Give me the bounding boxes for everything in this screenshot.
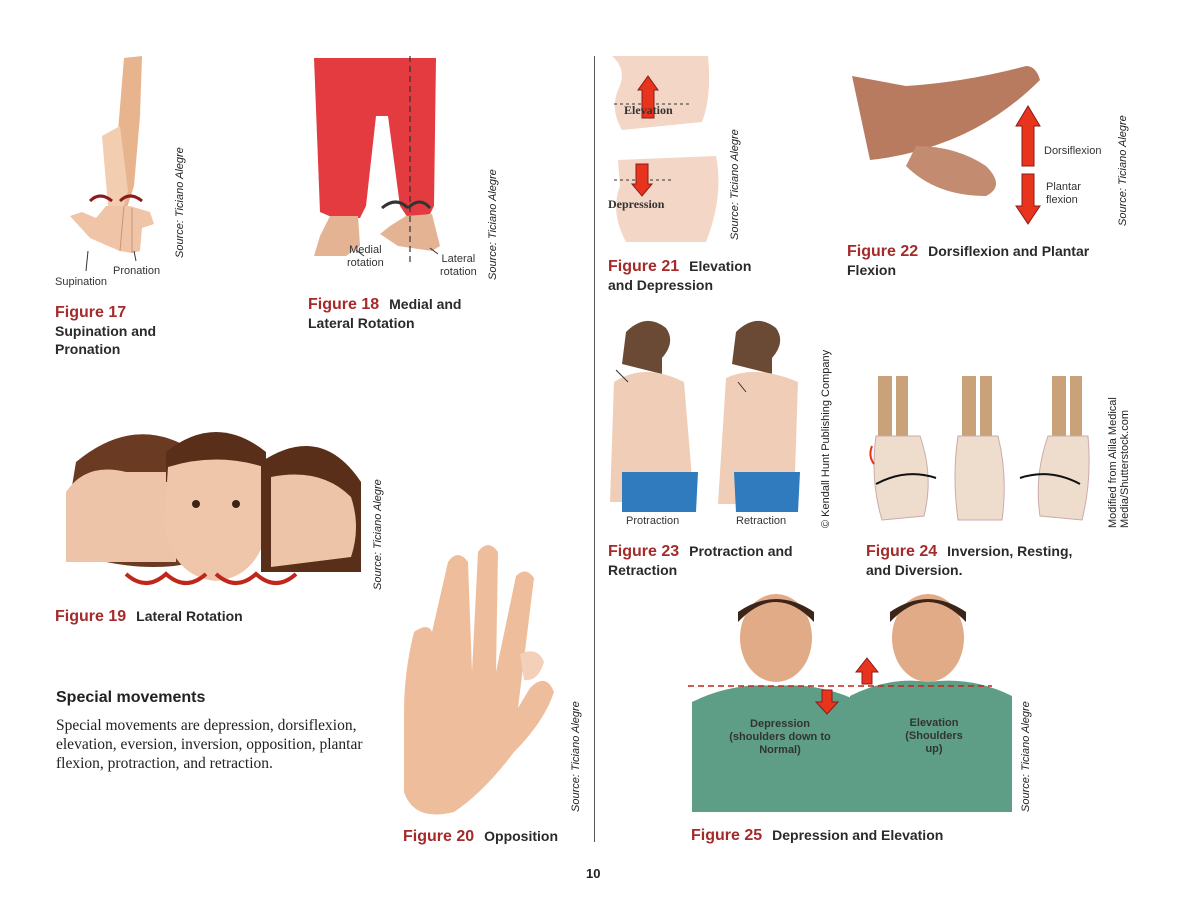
figure-20-caption-text: Opposition xyxy=(484,828,559,844)
medial-lateral-rotation-illustration xyxy=(310,56,450,276)
dorsiflexion-label: Dorsiflexion xyxy=(1044,145,1102,157)
figure-24-source-line2: Media/Shutterstock.com xyxy=(1119,410,1131,528)
figure-24-number: Figure 24 xyxy=(866,543,938,560)
figure-23-caption-line1: Protraction and xyxy=(689,543,793,559)
lateral-rotation-word: rotation xyxy=(440,266,477,278)
figure-21-source: Source: Ticiano Alegre xyxy=(729,129,741,240)
figure-24-caption-line1: Inversion, Resting, xyxy=(947,543,1073,559)
dep-line2: (shoulders down to xyxy=(729,731,831,743)
page-number: 10 xyxy=(586,866,601,881)
medial-label: Medial xyxy=(349,244,382,256)
figure-18-caption xyxy=(308,295,462,332)
figure-22-number: Figure 22 xyxy=(847,243,919,260)
inversion-resting-diversion-illustration xyxy=(866,376,1106,526)
figure-19-number: Figure 19 xyxy=(55,608,127,625)
figure-25-caption-text: Depression and Elevation xyxy=(772,827,944,843)
figure-18-source: Source: Ticiano Alegre xyxy=(487,169,499,280)
plantar-word: Plantar xyxy=(1046,181,1081,193)
figure-17-caption xyxy=(55,303,156,358)
supination-label: Supination xyxy=(55,276,107,288)
figure-25-caption xyxy=(691,826,943,845)
figure-23-number: Figure 23 xyxy=(608,543,680,560)
figure-21-caption-line1: Elevation xyxy=(689,258,752,274)
depression-shoulders-label xyxy=(726,718,834,757)
figure-22-caption-line1: Dorsiflexion and Plantar xyxy=(928,243,1090,259)
figure-20-caption xyxy=(403,827,558,846)
shoulder-depression-elevation-illustration xyxy=(692,592,1012,812)
plantar-flexion-label xyxy=(1046,181,1081,207)
figure-19-caption xyxy=(55,607,243,626)
figure-21-caption-line2: and Depression xyxy=(608,277,714,293)
figure-20-number: Figure 20 xyxy=(403,828,475,845)
figure-17-source: Source: Ticiano Alegre xyxy=(174,147,186,258)
figure-23-caption-line2: Retraction xyxy=(608,562,678,578)
figure-22-source: Source: Ticiano Alegre xyxy=(1117,115,1129,226)
figure-23-caption xyxy=(608,542,793,579)
figure-18-number: Figure 18 xyxy=(308,296,380,313)
dep-line1: Depression xyxy=(750,718,810,730)
depression-label: Depression xyxy=(608,197,665,211)
flexion-word: flexion xyxy=(1046,194,1078,206)
figure-18-caption-line1: Medial and xyxy=(389,296,462,312)
figure-24-source-line1: Modified from Alila Medical xyxy=(1107,397,1119,528)
retraction-label: Retraction xyxy=(736,515,787,527)
lateral-rotation-label xyxy=(440,253,477,279)
dorsiflexion-plantar-flexion-illustration xyxy=(846,56,1126,216)
figure-21-number: Figure 21 xyxy=(608,258,680,275)
figure-23-source: © Kendall Hunt Publishing Company xyxy=(820,349,832,528)
figure-19-caption-text: Lateral Rotation xyxy=(136,608,243,624)
elevation-label: Elevation xyxy=(624,103,673,117)
elev-line1: Elevation xyxy=(909,717,959,729)
lateral-label: Lateral xyxy=(441,253,476,265)
figure-17-caption-line1: Supination and xyxy=(55,323,157,339)
opposition-hand-illustration xyxy=(404,542,574,812)
figure-25-number: Figure 25 xyxy=(691,827,763,844)
section-body: Special movements are depression, dorsiflexion, elevation, eversion, inversion, opposition, plantar flexion, protraction, and retraction. xyxy=(56,717,363,772)
figure-19-source: Source: Ticiano Alegre xyxy=(372,479,384,590)
figure-18-caption-line2: Lateral Rotation xyxy=(308,315,415,331)
figure-25-source: Source: Ticiano Alegre xyxy=(1020,701,1032,812)
figure-17-caption-line2: Pronation xyxy=(55,341,121,357)
figure-21-caption xyxy=(608,257,751,294)
figure-24-source xyxy=(1107,397,1131,528)
figure-24-caption xyxy=(866,542,1072,579)
protraction-retraction-illustration xyxy=(606,312,806,512)
elevation-depression-jaw-illustration xyxy=(612,56,722,246)
elevation-shoulders-label xyxy=(894,717,974,756)
figure-24-caption-line2: and Diversion. xyxy=(866,562,963,578)
figure-22-caption-line2: Flexion xyxy=(847,262,897,278)
page-divider xyxy=(594,56,595,842)
medial-rotation-label xyxy=(347,244,384,270)
medial-rotation-word: rotation xyxy=(347,257,384,269)
figure-22-caption xyxy=(847,242,1089,279)
lateral-rotation-heads-illustration xyxy=(56,422,366,587)
elev-line3: up) xyxy=(925,743,943,755)
figure-17-number: Figure 17 xyxy=(55,304,127,321)
protraction-label: Protraction xyxy=(626,515,680,527)
dep-line3: Normal) xyxy=(759,744,801,756)
elev-line2: (Shoulders xyxy=(905,730,963,742)
pronation-label: Pronation xyxy=(113,265,161,277)
supination-pronation-illustration xyxy=(62,56,182,296)
figure-20-source: Source: Ticiano Alegre xyxy=(570,701,582,812)
section-heading: Special movements xyxy=(56,689,206,706)
